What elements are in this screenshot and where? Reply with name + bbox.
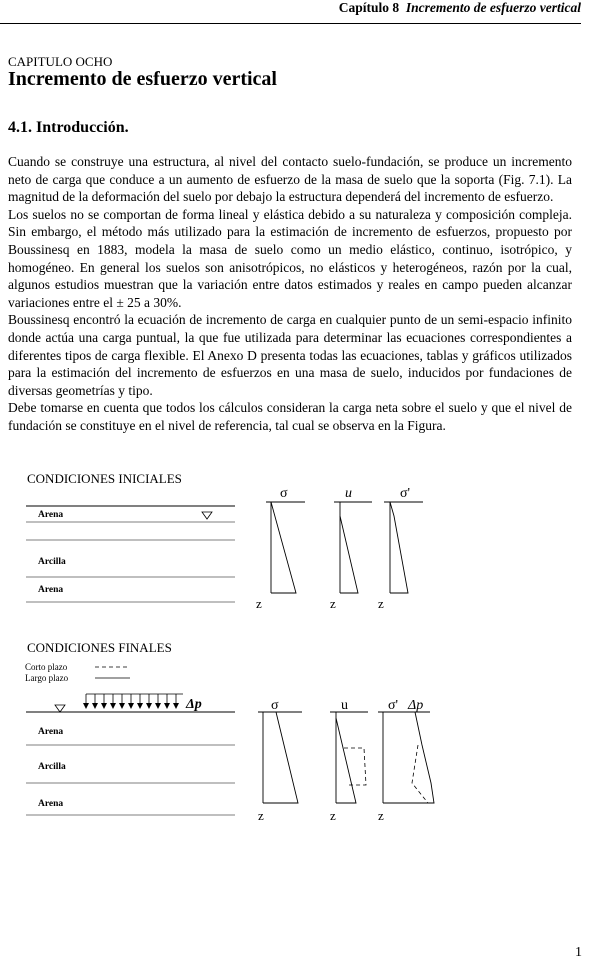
final-title: CONDICIONES FINALES <box>27 640 172 655</box>
running-head-chapter: Capítulo 8 <box>338 0 400 15</box>
paragraph: Boussinesq encontró la ecuación de incremento de carga en cualquier punto de un semi-espacio infinito donde actúa una carga puntual, la que fue utilizada para determinar las ecuaciones correspondientes a diferentes tipos de carga flexible. El Anexo D presenta todas las ecuaciones, tablas y gráficos utilizados para la estimación del incremento de esfuerzos en una masa de suelo, inducidos por fundaciones de diversas geometrías y tipo. <box>8 312 572 398</box>
chapter-title: Incremento de esfuerzo vertical <box>8 68 277 90</box>
layer-label-arcilla: Arcilla <box>38 762 66 772</box>
sigma-profile <box>263 712 298 803</box>
load-arrows <box>83 694 183 709</box>
paragraph: Debe tomarse en cuenta que todos los cálculos consideran la carga neta sobre el suelo y que el nivel de fundación se constituye en el nivel de referencia, tal cual se observa en la Figura. <box>8 400 572 433</box>
z-axis-label: z <box>256 596 262 611</box>
paragraph: Los suelos no se comportan de forma lineal y elástica debido a su naturaleza y composición compleja. Sin embargo, el método más utilizado para la estimación de incremento de esfuerzos, propuesto por Boussinesq en 1883, modela la masa de suelo como un medio elástico, continuo, isotrópico, y homogéneo. En general los suelos son anisotrópicos, no elásticos y heterogéneos, razón por la cual, algunos estudios muestran que la variación entre datos estimados y reales en campo pueden alcanzar variaciones entre el ± 25 a 30%. <box>8 206 572 310</box>
u-profile <box>336 718 356 803</box>
initial-title: CONDICIONES INICIALES <box>27 471 182 486</box>
pore-pressure-symbol: u <box>345 486 352 501</box>
page-number: 1 <box>575 945 582 960</box>
layer-label-arena: Arena <box>38 799 64 809</box>
water-table-icon <box>202 512 212 519</box>
running-head-title: Incremento de esfuerzo vertical <box>405 0 581 15</box>
sigma-eff-profile-short-term <box>412 745 428 803</box>
z-axis-label: z <box>330 596 336 611</box>
section-title: 4.1. Introducción. <box>8 119 129 136</box>
sigma-eff-profile-long-term <box>383 712 434 803</box>
layer-label-arcilla: Arcilla <box>38 557 66 567</box>
u-profile <box>340 516 358 593</box>
delta-p-symbol: Δp <box>408 698 424 713</box>
legend-long-term: Largo plazo <box>25 673 69 683</box>
paragraph: Cuando se construye una estructura, al nivel del contacto suelo-fundación, se produce un incremento neto de carga que conduce a un aumento de esfuerzo de la masa de suelo que la soporta (Fig. 7.1). La magnitud de la deformación del suelo por debajo la estructura dependerá del incremento de esfuerzo. <box>8 154 572 205</box>
layer-label-arena: Arena <box>38 727 64 737</box>
z-axis-label: z <box>258 808 264 823</box>
sigma-symbol: σ <box>271 698 279 713</box>
sigma-profile <box>271 502 296 593</box>
layer-label-arena: Arena <box>38 585 64 595</box>
z-axis-label: z <box>378 596 384 611</box>
z-axis-label: z <box>330 808 336 823</box>
legend-short-term: Corto plazo <box>25 662 68 672</box>
z-axis-label: z <box>378 808 384 823</box>
water-table-icon <box>55 705 65 712</box>
layer-label-arena: Arena <box>38 510 64 520</box>
effective-stress-symbol: σ' <box>388 698 399 713</box>
chapter-label: CAPITULO OCHO <box>8 54 113 69</box>
sigma-symbol: σ <box>280 486 288 501</box>
load-delta-p-label: Δp <box>186 697 202 712</box>
sigma-eff-profile <box>390 502 408 593</box>
pore-pressure-symbol: u <box>341 698 348 713</box>
effective-stress-symbol: σ' <box>400 486 411 501</box>
